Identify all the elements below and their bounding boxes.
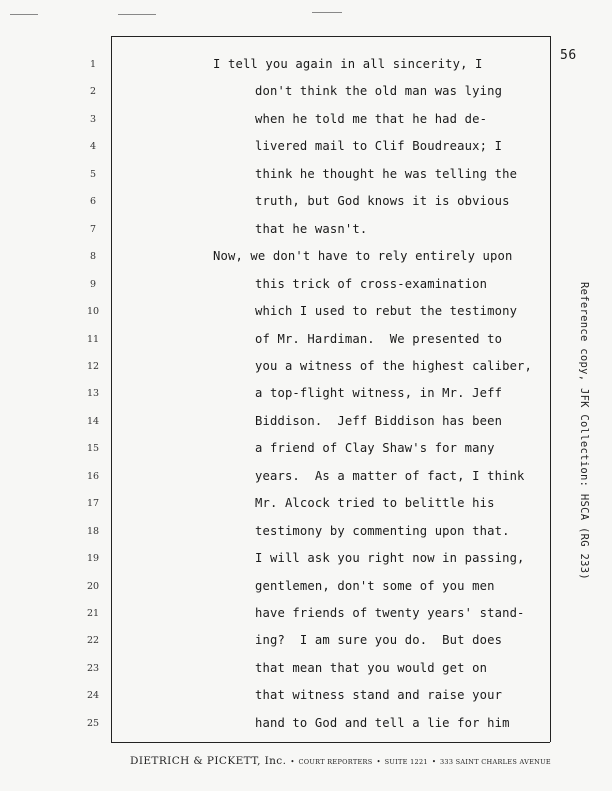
scan-speck <box>10 14 38 15</box>
line-number: 15 <box>86 443 100 455</box>
footer-address: 333 SAINT CHARLES AVENUE <box>439 758 551 766</box>
line-number: 14 <box>86 415 100 427</box>
line-number: 22 <box>86 635 100 647</box>
line-number: 7 <box>89 223 97 235</box>
transcript-line-text: which I used to rebut the testimony <box>255 304 518 319</box>
transcript-line-text: ing? I am sure you do. But does <box>255 633 503 648</box>
line-number: 10 <box>86 306 100 318</box>
transcript-line-text: hand to God and tell a lie for him <box>255 715 510 730</box>
transcript-line-text: years. As a matter of fact, I think <box>255 468 525 483</box>
transcript-line-text: a top-flight witness, in Mr. Jeff <box>255 386 503 401</box>
transcript-line-text: I tell you again in all sincerity, I <box>213 57 483 71</box>
transcript-line-text: that witness stand and raise your <box>255 688 503 703</box>
line-number: 19 <box>86 553 100 565</box>
transcript-line-text: that he wasn't. <box>255 221 368 236</box>
transcript-line-text: this trick of cross-examination <box>255 276 488 291</box>
line-number: 11 <box>86 333 100 345</box>
line-number: 17 <box>86 498 100 510</box>
transcript-line-text: livered mail to Clif Boudreaux; I <box>255 139 503 154</box>
transcript-line-text: think he thought he was telling the <box>255 166 518 181</box>
frame-bottom-border <box>111 742 550 743</box>
transcript-line-text: gentlemen, don't some of you men <box>255 578 495 593</box>
frame-left-border <box>111 36 112 742</box>
line-number: 12 <box>86 360 100 372</box>
transcript-line-text: Biddison. Jeff Biddison has been <box>255 413 503 428</box>
line-number: 24 <box>86 690 100 702</box>
line-number: 23 <box>86 662 100 674</box>
line-number: 18 <box>86 525 100 537</box>
line-number: 6 <box>89 196 97 208</box>
line-number: 20 <box>86 580 100 592</box>
transcript-line-text: you a witness of the highest caliber, <box>255 358 533 373</box>
page-number: 56 <box>560 48 577 63</box>
line-number: 16 <box>86 470 100 482</box>
line-number: 21 <box>86 608 100 619</box>
line-number: 4 <box>89 141 97 153</box>
court-reporter-footer: DIETRICH & PICKETT, Inc. • COURT REPORTERS • SUITE 1221 • 333 SAINT CHARLES AVENUE <box>130 755 551 767</box>
scan-speck <box>118 14 156 15</box>
transcript-line-text: when he told me that he had de- <box>255 111 488 126</box>
footer-role: COURT REPORTERS <box>298 758 373 766</box>
transcript-line-text: of Mr. Hardiman. We presented to <box>255 331 503 346</box>
transcript-line-text: Mr. Alcock tried to belittle his <box>255 496 495 511</box>
line-number: 25 <box>86 717 100 729</box>
transcript-line-text: that mean that you would get on <box>255 660 488 675</box>
line-number: 13 <box>86 388 100 400</box>
transcript-line-text: I will ask you right now in passing, <box>255 551 525 566</box>
frame-right-border <box>550 36 551 742</box>
transcript-line-text: testimony by commenting upon that. <box>255 523 510 538</box>
transcript-line-text: truth, but God knows it is obvious <box>255 194 510 209</box>
transcript-line-text: don't think the old man was lying <box>255 84 503 99</box>
line-number: 2 <box>89 86 97 98</box>
archive-reference-stamp: Reference copy, JFK Collection: HSCA (RG 233) <box>578 282 590 580</box>
line-number: 9 <box>89 278 97 290</box>
footer-suite: SUITE 1221 <box>384 758 428 766</box>
line-number: 8 <box>89 251 97 263</box>
transcript-line-text: have friends of twenty years' stand- <box>255 606 525 620</box>
line-number: 1 <box>89 59 97 70</box>
line-number: 5 <box>89 168 97 180</box>
scan-speck <box>312 12 342 13</box>
transcript-line-text: a friend of Clay Shaw's for many <box>255 441 495 456</box>
transcript-line-text: Now, we don't have to rely entirely upon <box>213 249 513 264</box>
frame-top-border <box>111 36 550 37</box>
line-number: 3 <box>89 113 97 125</box>
footer-firm: DIETRICH & PICKETT, Inc. <box>130 755 287 767</box>
